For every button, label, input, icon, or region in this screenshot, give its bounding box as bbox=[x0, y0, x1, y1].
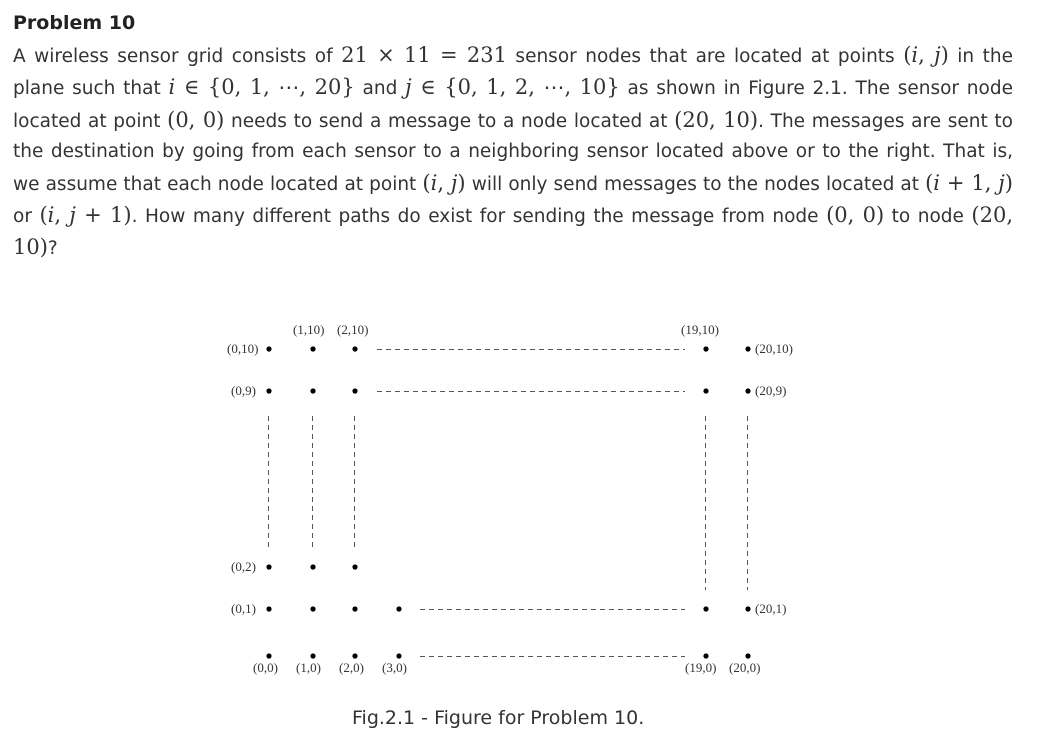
math-expression: i ∈ {0, 1, ⋯, 20} bbox=[168, 75, 355, 100]
node-20-0 bbox=[745, 653, 750, 658]
statement-text: . How many different paths do exist for sending the message from node bbox=[131, 206, 827, 228]
node-20-10 bbox=[745, 346, 750, 351]
node-2-10 bbox=[352, 346, 357, 351]
node-0-9 bbox=[266, 388, 271, 393]
math-expression: j ∈ {0, 1, 2, ⋯, 10} bbox=[405, 75, 620, 100]
node-1-9 bbox=[310, 388, 315, 393]
label-1-10: (1,10) bbox=[293, 322, 325, 337]
label-20-10: (20,10) bbox=[755, 341, 793, 356]
label-19-10: (19,10) bbox=[681, 322, 719, 337]
problem-title: Problem 10 bbox=[13, 12, 136, 34]
math-expression: (i, j) bbox=[422, 170, 466, 195]
label-20-1: (20,1) bbox=[755, 601, 787, 616]
node-0-1 bbox=[266, 606, 271, 611]
statement-text: . The messages are sent to the destination by going from each sensor to a neighboring sensor located above or to the right. That is, we assume that each node located at point bbox=[13, 110, 1013, 195]
node-1-1 bbox=[310, 606, 315, 611]
node-3-1 bbox=[396, 606, 401, 611]
math-expression: 21 × 11 = 231 bbox=[341, 43, 507, 67]
label-20-9: (20,9) bbox=[755, 383, 787, 398]
node-20-1 bbox=[745, 606, 750, 611]
statement-text: ? bbox=[47, 238, 58, 260]
sensor-nodes bbox=[266, 346, 750, 658]
node-1-0 bbox=[310, 653, 315, 658]
label-3-0: (3,0) bbox=[382, 660, 407, 675]
statement-text: or bbox=[13, 206, 40, 228]
statement-text: will only send messages to the nodes located at bbox=[465, 173, 926, 195]
label-0-9: (0,9) bbox=[231, 383, 256, 398]
statement-text: needs to send a message to a node located at bbox=[224, 110, 675, 132]
node-2-2 bbox=[352, 564, 357, 569]
node-1-2 bbox=[310, 564, 315, 569]
node-19-1 bbox=[703, 606, 708, 611]
node-0-0 bbox=[266, 653, 271, 658]
node-19-9 bbox=[703, 388, 708, 393]
label-2-10: (2,10) bbox=[337, 322, 369, 337]
sensor-grid-figure bbox=[0, 300, 1043, 700]
math-expression: (20, 10) bbox=[674, 107, 759, 132]
node-2-0 bbox=[352, 653, 357, 658]
figure-caption: Fig.2.1 - Figure for Problem 10. bbox=[352, 707, 645, 729]
math-expression: (0, 0) bbox=[826, 203, 885, 228]
node-2-9 bbox=[352, 388, 357, 393]
label-0-10: (0,10) bbox=[227, 341, 259, 356]
label-2-0: (2,0) bbox=[339, 660, 364, 675]
node-19-0 bbox=[703, 653, 708, 658]
label-20-0: (20,0) bbox=[729, 660, 761, 675]
node-19-10 bbox=[703, 346, 708, 351]
math-expression: (i, j) bbox=[903, 43, 949, 67]
node-0-2 bbox=[266, 564, 271, 569]
statement-text: as shown in Figure 2.1. The sensor node located at point bbox=[13, 78, 1013, 132]
statement-text: in the plane such that bbox=[13, 46, 1013, 100]
statement-text: to node bbox=[884, 206, 972, 228]
label-19-0: (19,0) bbox=[685, 660, 717, 675]
statement-text: sensor nodes that are located at points bbox=[506, 46, 904, 67]
label-1-0: (1,0) bbox=[296, 660, 321, 675]
node-1-10 bbox=[310, 346, 315, 351]
node-2-1 bbox=[352, 606, 357, 611]
dashed-lines bbox=[269, 350, 748, 657]
node-3-0 bbox=[396, 653, 401, 658]
node-0-10 bbox=[266, 346, 271, 351]
math-expression: (20, 10) bbox=[13, 203, 1014, 260]
label-0-2: (0,2) bbox=[231, 559, 256, 574]
node-20-9 bbox=[745, 388, 750, 393]
math-expression: (0, 0) bbox=[167, 107, 225, 132]
label-0-0: (0,0) bbox=[253, 660, 278, 675]
label-0-1: (0,1) bbox=[231, 601, 256, 616]
statement-text: A wireless sensor grid consists of bbox=[13, 46, 342, 67]
math-expression: (i + 1, j) bbox=[925, 170, 1013, 195]
node-labels bbox=[227, 322, 793, 675]
math-expression: (i, j + 1) bbox=[39, 203, 132, 228]
problem-statement bbox=[13, 40, 1013, 265]
statement-text: and bbox=[354, 78, 406, 100]
